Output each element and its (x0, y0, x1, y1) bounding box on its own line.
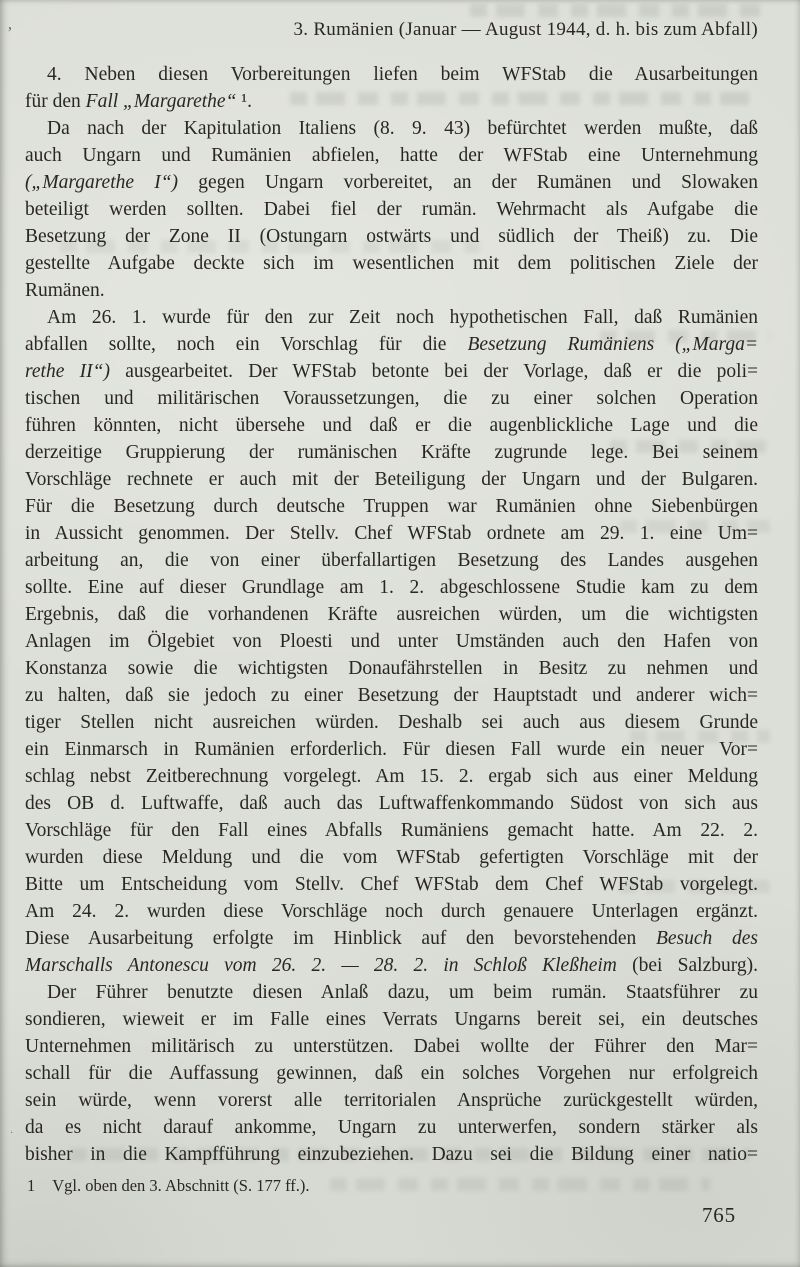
text-line: da es nicht darauf ankomme, Ungarn zu unterwerfen, sondern stärker als (25, 1117, 758, 1138)
body-text (25, 61, 758, 1168)
text-line: Unternehmen militärisch zu unterstützen. Dabei wollte der Führer den Mar= (25, 1036, 758, 1057)
scan-speck: · (10, 1128, 14, 1139)
text-line: zu halten, daß sie jedoch zu einer Besetzung der Hauptstadt und anderer wich= (25, 685, 758, 706)
text-line: Diese Ausarbeitung erfolgte im Hinblick auf den bevorstehenden Besuch des (25, 928, 758, 949)
page-number: 765 (701, 1203, 736, 1227)
text-line: Bitte um Entscheidung vom Stellv. Chef WFStab dem Chef WFStab vorgelegt. (25, 874, 758, 895)
text-line: gestellte Aufgabe deckte sich im wesentlichen mit dem politischen Ziele der (25, 253, 758, 274)
text-line: führen könnten, nicht übersehe und daß er die augenblickliche Lage und die (25, 415, 758, 436)
paragraph (25, 304, 758, 979)
text-line: sollte. Eine auf dieser Grundlage am 1. 2. abgeschlossene Studie kam zu dem (25, 577, 758, 598)
text-line: Der Führer benutzte diesen Anlaß dazu, um beim rumän. Staatsführer zu (47, 982, 758, 1003)
text-line: Konstanza sowie die wichtigsten Donaufährstellen in Besitz zu nehmen und (25, 658, 758, 679)
text-line: in Aussicht genommen. Der Stellv. Chef WFStab ordnete am 29. 1. eine Um= (25, 523, 758, 544)
paragraph (25, 61, 758, 115)
text-line: („Margarethe I“) gegen Ungarn vorbereitet, an der Rumänen und Slowaken (25, 172, 758, 193)
text-line: sondieren, wieweit er im Falle eines Verrats Ungarns bereit sei, ein deutsches (25, 1009, 758, 1030)
text-line: des OB d. Luftwaffe, daß auch das Luftwaffenkommando Südost von sich aus (25, 793, 758, 814)
text-line: schall für die Auffassung gewinnen, daß ein solches Vorgehen nur erfolgreich (25, 1063, 758, 1084)
paragraph (25, 979, 758, 1168)
text-line: Am 24. 2. wurden diese Vorschläge noch durch genauere Unterlagen ergänzt. (25, 901, 758, 922)
text-line: ein Einmarsch in Rumänien erforderlich. Für diesen Fall wurde ein neuer Vor= (25, 739, 758, 760)
text-line: schlag nebst Zeitberechnung vorgelegt. Am 15. 2. ergab sich aus einer Meldung (25, 766, 758, 787)
scan-speck: ’ (7, 23, 13, 42)
text-line: Für die Besetzung durch deutsche Truppen war Rumänien ohne Siebenbürgen (25, 496, 758, 517)
text-line: Am 26. 1. wurde für den zur Zeit noch hypothetischen Fall, daß Rumänien (47, 307, 758, 328)
text-line: Anlagen im Ölgebiet von Ploesti und unter Umständen auch den Hafen von (25, 631, 758, 652)
text-line: Vorschläge für den Fall eines Abfalls Rumäniens gemacht hatte. Am 22. 2. (25, 820, 758, 841)
text-line: Da nach der Kapitulation Italiens (8. 9. 43) befürchtet werden mußte, daß (47, 118, 758, 139)
bleedthrough-artifact (470, 4, 760, 17)
running-header: 3. Rumänien (Januar — August 1944, d. h. bis zum Abfall) (293, 19, 758, 40)
text-line: bisher in die Kampfführung einzubeziehen. Dazu sei die Bildung einer natio= (25, 1144, 758, 1165)
footnote-marker: 1 (27, 1176, 36, 1195)
text-line: arbeitung an, die von einer überfallartigen Besetzung des Landes ausgehen (25, 550, 758, 571)
text-line: beteiligt werden sollten. Dabei fiel der rumän. Wehrmacht als Aufgabe die (25, 199, 758, 220)
text-line: tiger Stellen nicht ausreichen würden. Deshalb sei auch aus diesem Grunde (25, 712, 758, 733)
text-line: auch Ungarn und Rumänien abfielen, hatte der WFStab eine Unternehmung (25, 145, 758, 166)
text-line: für den Fall „Margarethe“ ¹. (25, 91, 253, 112)
text-line: Marschalls Antonescu vom 26. 2. — 28. 2. in Schloß Kleßheim (bei Salzburg). (25, 955, 758, 976)
text-line: tischen und militärischen Voraussetzungen, die zu einer solchen Operation (25, 388, 758, 409)
text-line: rethe II“) ausgearbeitet. Der WFStab betonte bei der Vorlage, daß er die poli= (25, 361, 758, 382)
footnote (27, 1176, 747, 1196)
text-line: sein würde, wenn vorerst alle territorialen Ansprüche zurückgestellt würden, (25, 1090, 758, 1111)
text-line: abfallen sollte, noch ein Vorschlag für die Besetzung Rumäniens („Marga= (25, 334, 758, 355)
text-line: wurden diese Meldung und die vom WFStab gefertigten Vorschläge mit der (25, 847, 758, 868)
text-line: Vorschläge rechnete er auch mit der Beteiligung der Ungarn und der Bulgaren. (25, 469, 758, 490)
text-line: Ergebnis, daß die vorhandenen Kräfte ausreichen würden, um die wichtigsten (25, 604, 758, 625)
text-line: Besetzung der Zone II (Ostungarn ostwärts und südlich der Theiß) zu. Die (25, 226, 758, 247)
paragraph (25, 115, 758, 304)
footnote-text: Vgl. oben den 3. Abschnitt (S. 177 ff.). (52, 1176, 310, 1195)
text-line: 4. Neben diesen Vorbereitungen liefen beim WFStab die Ausarbeitungen (47, 64, 758, 85)
text-line: derzeitige Gruppierung der rumänischen Kräfte zugrunde lege. Bei seinem (25, 442, 758, 463)
text-line: Rumänen. (25, 280, 105, 301)
